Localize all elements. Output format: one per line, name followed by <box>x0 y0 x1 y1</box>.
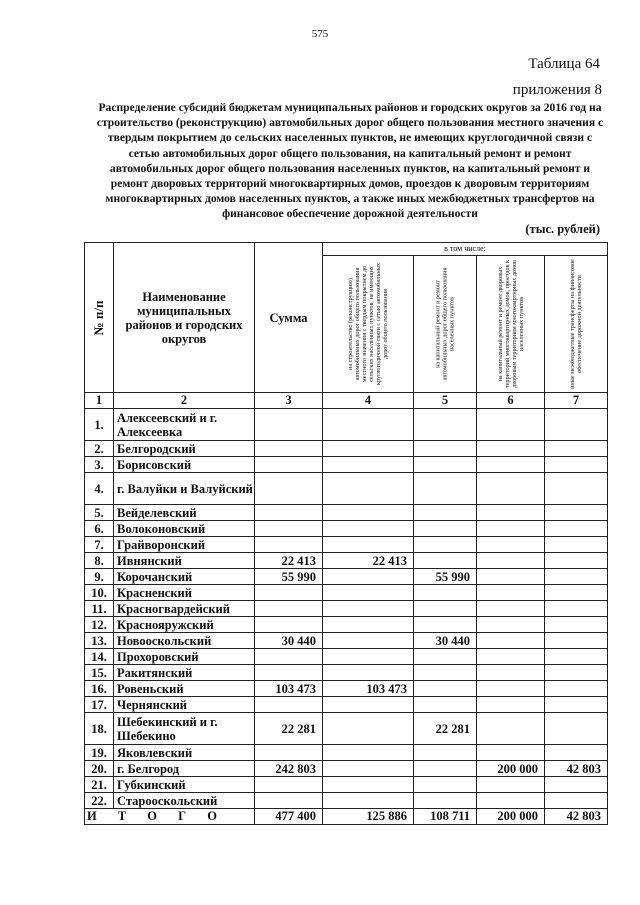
row-col5 <box>414 457 477 473</box>
row-col6 <box>477 745 545 761</box>
header-col4-cell <box>323 256 414 393</box>
table-row <box>85 409 608 441</box>
column-number-row <box>85 393 608 409</box>
row-col5 <box>414 441 477 457</box>
row-sum <box>255 665 323 681</box>
header-num: № п/п <box>91 300 106 335</box>
column-number: 7 <box>545 393 608 409</box>
total-col6: 200 000 <box>477 809 545 825</box>
row-sum <box>255 585 323 601</box>
row-name: Прохоровский <box>114 649 255 665</box>
row-col6 <box>477 793 545 809</box>
row-sum <box>255 505 323 521</box>
total-sum: 477 400 <box>255 809 323 825</box>
column-number: 3 <box>255 393 323 409</box>
row-name: Ракитянский <box>114 665 255 681</box>
row-sum <box>255 441 323 457</box>
row-sum <box>255 617 323 633</box>
row-col4 <box>323 521 414 537</box>
row-col6: 200 000 <box>477 761 545 777</box>
row-col7 <box>545 601 608 617</box>
row-col5: 22 281 <box>414 713 477 745</box>
row-col7 <box>545 665 608 681</box>
table-label: Таблица 64 <box>528 56 600 72</box>
row-col7 <box>545 713 608 745</box>
table-row <box>85 745 608 761</box>
row-col6 <box>477 713 545 745</box>
row-sum: 103 473 <box>255 681 323 697</box>
row-number: 16. <box>85 681 114 697</box>
row-col7 <box>545 745 608 761</box>
row-col6 <box>477 457 545 473</box>
row-number: 20. <box>85 761 114 777</box>
table-row <box>85 521 608 537</box>
header-num-cell <box>85 243 114 393</box>
row-col7 <box>545 569 608 585</box>
row-number: 19. <box>85 745 114 761</box>
row-col4: 103 473 <box>323 681 414 697</box>
row-col5 <box>414 537 477 553</box>
row-col7 <box>545 681 608 697</box>
row-col7 <box>545 505 608 521</box>
header-col7-cell <box>545 256 608 393</box>
row-sum <box>255 777 323 793</box>
row-number: 21. <box>85 777 114 793</box>
row-name: Белгородский <box>114 441 255 457</box>
table-row <box>85 553 608 569</box>
row-col4 <box>323 793 414 809</box>
column-number: 5 <box>414 393 477 409</box>
row-name: Грайворонский <box>114 537 255 553</box>
row-col7 <box>545 649 608 665</box>
row-col5 <box>414 473 477 505</box>
row-name: Яковлевский <box>114 745 255 761</box>
row-name: Губкинский <box>114 777 255 793</box>
row-col4 <box>323 409 414 441</box>
column-number: 4 <box>323 393 414 409</box>
total-col7: 42 803 <box>545 809 608 825</box>
header-name: Наименование муниципальных районов и городских округов <box>114 243 255 393</box>
row-number: 12. <box>85 617 114 633</box>
row-col5 <box>414 745 477 761</box>
row-col4 <box>323 777 414 793</box>
row-sum <box>255 409 323 441</box>
table-row <box>85 537 608 553</box>
row-number: 14. <box>85 649 114 665</box>
row-col6 <box>477 649 545 665</box>
row-sum <box>255 601 323 617</box>
total-row <box>85 809 608 825</box>
row-name: Чернянский <box>114 697 255 713</box>
row-sum <box>255 521 323 537</box>
row-col5 <box>414 681 477 697</box>
row-col5 <box>414 505 477 521</box>
row-col5 <box>414 665 477 681</box>
row-sum <box>255 745 323 761</box>
table-row <box>85 793 608 809</box>
row-col6 <box>477 441 545 457</box>
table-row <box>85 601 608 617</box>
row-col7 <box>545 521 608 537</box>
row-col5 <box>414 617 477 633</box>
row-sum: 22 413 <box>255 553 323 569</box>
row-col7 <box>545 585 608 601</box>
column-number: 1 <box>85 393 114 409</box>
row-number: 22. <box>85 793 114 809</box>
header-col5: на капитальный ремонт и ремонт автомобильных дорог общего пользования населенных пунктов <box>434 267 456 381</box>
row-number: 4. <box>85 473 114 505</box>
row-col6 <box>477 505 545 521</box>
document-title: Распределение субсидий бюджетам муниципальных районов и городских округов за 2016 год на строительство (реконструкцию) автомобильных дорог общего пользования местного значения с твердым покрытием до сельских населенных пунктов, не имеющих круглогодичной связи с сетью автомобильных дорог общего пользования, на капитальный ремонт и ремонт автомобильных дорог общего пользования населенных пунктов, на капитальный ремонт и ремонт дворовых территорий многоквартирных домов, проездов к дворовым территориям многоквартирных домов населенных пунктов, а также иных межбюджетных трансфертов на финансовое обеспечение дорожной деятельности <box>96 101 604 221</box>
row-col5: 55 990 <box>414 569 477 585</box>
row-col7 <box>545 697 608 713</box>
row-col7: 42 803 <box>545 761 608 777</box>
row-number: 2. <box>85 441 114 457</box>
row-col7 <box>545 553 608 569</box>
row-col7 <box>545 777 608 793</box>
row-col5: 30 440 <box>414 633 477 649</box>
row-number: 9. <box>85 569 114 585</box>
row-sum <box>255 473 323 505</box>
row-col6 <box>477 633 545 649</box>
row-sum <box>255 697 323 713</box>
row-col4 <box>323 537 414 553</box>
row-name: Красногвардейский <box>114 601 255 617</box>
row-number: 10. <box>85 585 114 601</box>
header-col7: иные межбюджетные трансферты на финансовое обеспечение дорожной деятельности <box>569 259 583 389</box>
total-col4: 125 886 <box>323 809 414 825</box>
row-sum <box>255 537 323 553</box>
row-number: 15. <box>85 665 114 681</box>
row-col5 <box>414 585 477 601</box>
row-col7 <box>545 457 608 473</box>
row-col5 <box>414 697 477 713</box>
row-col6 <box>477 553 545 569</box>
page-number: 575 <box>311 28 329 40</box>
row-col4 <box>323 633 414 649</box>
row-sum <box>255 793 323 809</box>
row-col6 <box>477 473 545 505</box>
row-col5 <box>414 553 477 569</box>
row-name: Шебекинский и г. Шебекино <box>114 713 255 745</box>
row-col6 <box>477 537 545 553</box>
row-number: 7. <box>85 537 114 553</box>
header-col6: на капитальный ремонт и ремонт дворовых территорий многоквартирных домов, проездов к дворовым территориям многоквартирных домов населенных пунктов <box>496 259 525 389</box>
header-col5-cell <box>414 256 477 393</box>
row-col5 <box>414 777 477 793</box>
row-col7 <box>545 537 608 553</box>
row-col7 <box>545 793 608 809</box>
subsidy-table <box>84 242 608 825</box>
row-col6 <box>477 569 545 585</box>
table-row <box>85 585 608 601</box>
row-name: г. Белгород <box>114 761 255 777</box>
row-sum <box>255 457 323 473</box>
units-label: (тыс. рублей) <box>525 222 600 236</box>
row-number: 5. <box>85 505 114 521</box>
row-col4 <box>323 505 414 521</box>
table-row <box>85 649 608 665</box>
row-number: 3. <box>85 457 114 473</box>
row-col6 <box>477 585 545 601</box>
header-including: в том числе: <box>323 243 608 256</box>
header-row <box>85 243 608 256</box>
row-col4 <box>323 761 414 777</box>
row-col7 <box>545 617 608 633</box>
table-row <box>85 761 608 777</box>
row-col6 <box>477 521 545 537</box>
row-col5 <box>414 649 477 665</box>
row-sum: 30 440 <box>255 633 323 649</box>
row-number: 17. <box>85 697 114 713</box>
row-name: г. Валуйки и Валуйский <box>114 473 255 505</box>
table-row <box>85 777 608 793</box>
row-col5 <box>414 409 477 441</box>
row-name: Борисовский <box>114 457 255 473</box>
row-number: 18. <box>85 713 114 745</box>
row-col7 <box>545 441 608 457</box>
row-col7 <box>545 409 608 441</box>
row-name: Красненский <box>114 585 255 601</box>
row-col4 <box>323 649 414 665</box>
header-col6-cell <box>477 256 545 393</box>
table-row <box>85 697 608 713</box>
row-number: 11. <box>85 601 114 617</box>
row-name: Ровеньский <box>114 681 255 697</box>
row-col4 <box>323 457 414 473</box>
row-col6 <box>477 777 545 793</box>
row-col4: 22 413 <box>323 553 414 569</box>
table-row <box>85 633 608 649</box>
row-col7 <box>545 473 608 505</box>
row-sum: 22 281 <box>255 713 323 745</box>
row-sum: 242 803 <box>255 761 323 777</box>
row-col5 <box>414 761 477 777</box>
row-col4 <box>323 441 414 457</box>
row-sum: 55 990 <box>255 569 323 585</box>
row-name: Корочанский <box>114 569 255 585</box>
table-row <box>85 441 608 457</box>
table-row <box>85 505 608 521</box>
row-col6 <box>477 601 545 617</box>
row-col6 <box>477 617 545 633</box>
row-col4 <box>323 617 414 633</box>
row-col6 <box>477 681 545 697</box>
table-row <box>85 457 608 473</box>
row-name: Новооскольский <box>114 633 255 649</box>
row-col4 <box>323 713 414 745</box>
row-number: 6. <box>85 521 114 537</box>
row-col4 <box>323 473 414 505</box>
row-number: 13. <box>85 633 114 649</box>
table-row <box>85 473 608 505</box>
table-row <box>85 681 608 697</box>
table-row <box>85 713 608 745</box>
row-col4 <box>323 697 414 713</box>
table-row <box>85 569 608 585</box>
column-number: 2 <box>114 393 255 409</box>
row-name: Волоконовский <box>114 521 255 537</box>
row-name: Вейделевский <box>114 505 255 521</box>
header-col4: на строительство (реконструкцию) автомобильных дорог общего пользования местного значения с твердым покрытием до сельских населенных пунктов, не имеющих круглогодичной связи с сетью автомобильных дорог общего пользования <box>347 263 389 385</box>
row-col7 <box>545 633 608 649</box>
row-col5 <box>414 521 477 537</box>
row-col6 <box>477 697 545 713</box>
row-col4 <box>323 585 414 601</box>
table-row <box>85 665 608 681</box>
row-col5 <box>414 793 477 809</box>
row-name: Краснояружский <box>114 617 255 633</box>
row-col4 <box>323 665 414 681</box>
row-col5 <box>414 601 477 617</box>
column-number: 6 <box>477 393 545 409</box>
row-number: 8. <box>85 553 114 569</box>
appendix-label: приложения 8 <box>512 82 602 98</box>
table-row <box>85 617 608 633</box>
row-col6 <box>477 409 545 441</box>
row-col6 <box>477 665 545 681</box>
row-col4 <box>323 569 414 585</box>
row-name: Алексеевский и г. Алексеевка <box>114 409 255 441</box>
row-col4 <box>323 601 414 617</box>
row-sum <box>255 649 323 665</box>
total-col5: 108 711 <box>414 809 477 825</box>
row-name: Старооскольский <box>114 793 255 809</box>
row-name: Ивнянский <box>114 553 255 569</box>
row-number: 1. <box>85 409 114 441</box>
header-sum: Сумма <box>255 243 323 393</box>
row-col4 <box>323 745 414 761</box>
total-label: И Т О Г О <box>85 809 255 825</box>
